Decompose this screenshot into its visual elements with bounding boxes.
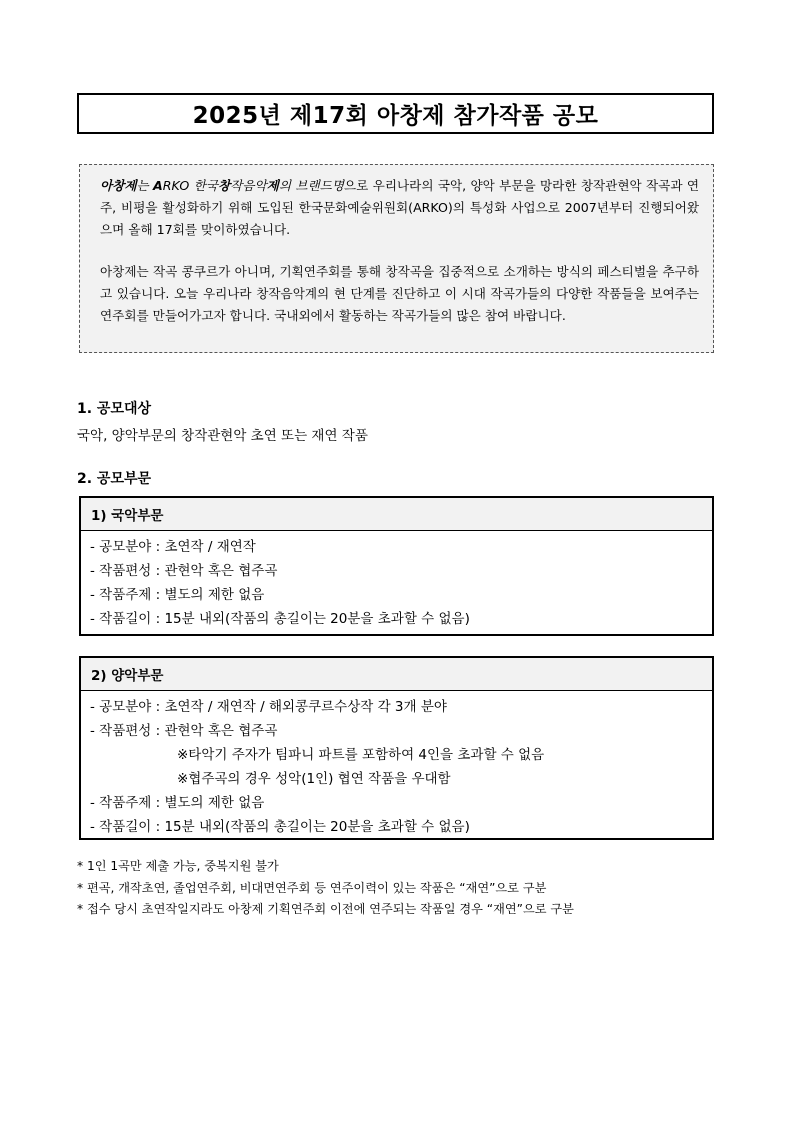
intro-brand: 아창제 bbox=[100, 178, 137, 193]
note-item: * 1인 1곡만 제출 가능, 중복지원 불가 bbox=[77, 859, 279, 873]
list-item: - 공모분야 : 초연작 / 재연작 / 해외콩쿠르수상작 각 3개 분야 bbox=[90, 699, 447, 715]
intro-em: RKO 한국 bbox=[162, 178, 218, 193]
page-title: 2025년 제17회 아창제 참가작품 공모 bbox=[77, 93, 714, 134]
list-item: - 작품편성 : 관현악 혹은 협주곡 bbox=[90, 563, 278, 579]
intro-paragraph-1 bbox=[100, 175, 699, 241]
section1-text: 국악, 양악부문의 창작관현악 초연 또는 재연 작품 bbox=[77, 428, 368, 444]
intro-em: 작음악 bbox=[230, 178, 267, 193]
western-category-body bbox=[81, 691, 712, 839]
list-item: - 작품길이 : 15분 내외(작품의 총길이는 20분을 초과할 수 없음) bbox=[90, 819, 470, 835]
korean-category-body bbox=[81, 531, 712, 631]
western-category-box bbox=[79, 656, 714, 840]
intro-paragraph-2: 아창제는 작곡 콩쿠르가 아니며, 기획연주회를 통해 창작곡을 집중적으로 소개하는 방식의 페스티벌을 추구하고 있습니다. 오늘 우리나라 창작음악계의 현 단계를 진단하고 이 시대 작곡가들의 다양한 작품들을 보여주는 연주회를 만들어가고자 합니다. 국내외에서 활동하는 작곡가들의 많은 참여 바랍니다. bbox=[100, 264, 699, 323]
section1-heading: 1. 공모대상 bbox=[77, 401, 152, 417]
intro-em: 제 bbox=[266, 178, 279, 193]
section2-heading: 2. 공모부문 bbox=[77, 471, 152, 487]
intro-box bbox=[79, 164, 714, 353]
korean-category-header: 1) 국악부문 bbox=[81, 498, 712, 531]
korean-category-box bbox=[79, 496, 714, 636]
list-subitem: ※협주곡의 경우 성악(1인) 협연 작품을 우대함 bbox=[177, 771, 451, 787]
western-category-header: 2) 양악부문 bbox=[81, 658, 712, 691]
list-item: - 공모분야 : 초연작 / 재연작 bbox=[90, 539, 256, 555]
notes bbox=[77, 856, 574, 921]
list-item: - 작품주제 : 별도의 제한 없음 bbox=[90, 587, 265, 603]
intro-text: 으로 우리나라의 국악, 양악 부문을 망라한 창작관현악 작곡과 연주, 비평을 활성화하기 위해 도입된 한국문화예술위원회(ARKO)의 특성화 사업으로 2007년부터 진행되어왔으며 올해 17회를 맞이하였습니다. bbox=[100, 178, 699, 237]
list-item: - 작품길이 : 15분 내외(작품의 총길이는 20분을 초과할 수 없음) bbox=[90, 611, 470, 627]
list-subitem: ※타악기 주자가 팀파니 파트를 포함하여 4인을 초과할 수 없음 bbox=[177, 747, 545, 763]
intro-em: A bbox=[153, 178, 163, 193]
note-item: * 접수 당시 초연작일지라도 아창제 기획연주회 이전에 연주되는 작품일 경우 “재연”으로 구분 bbox=[77, 902, 574, 916]
list-item: - 작품편성 : 관현악 혹은 협주곡 bbox=[90, 723, 278, 739]
note-item: * 편곡, 개작초연, 졸업연주회, 비대면연주회 등 연주이력이 있는 작품은 “재연”으로 구분 bbox=[77, 880, 547, 895]
intro-em: 는 bbox=[136, 178, 153, 193]
intro-em: 창 bbox=[218, 178, 231, 193]
list-item: - 작품주제 : 별도의 제한 없음 bbox=[90, 795, 265, 811]
intro-em: 의 브랜드명 bbox=[278, 178, 345, 193]
